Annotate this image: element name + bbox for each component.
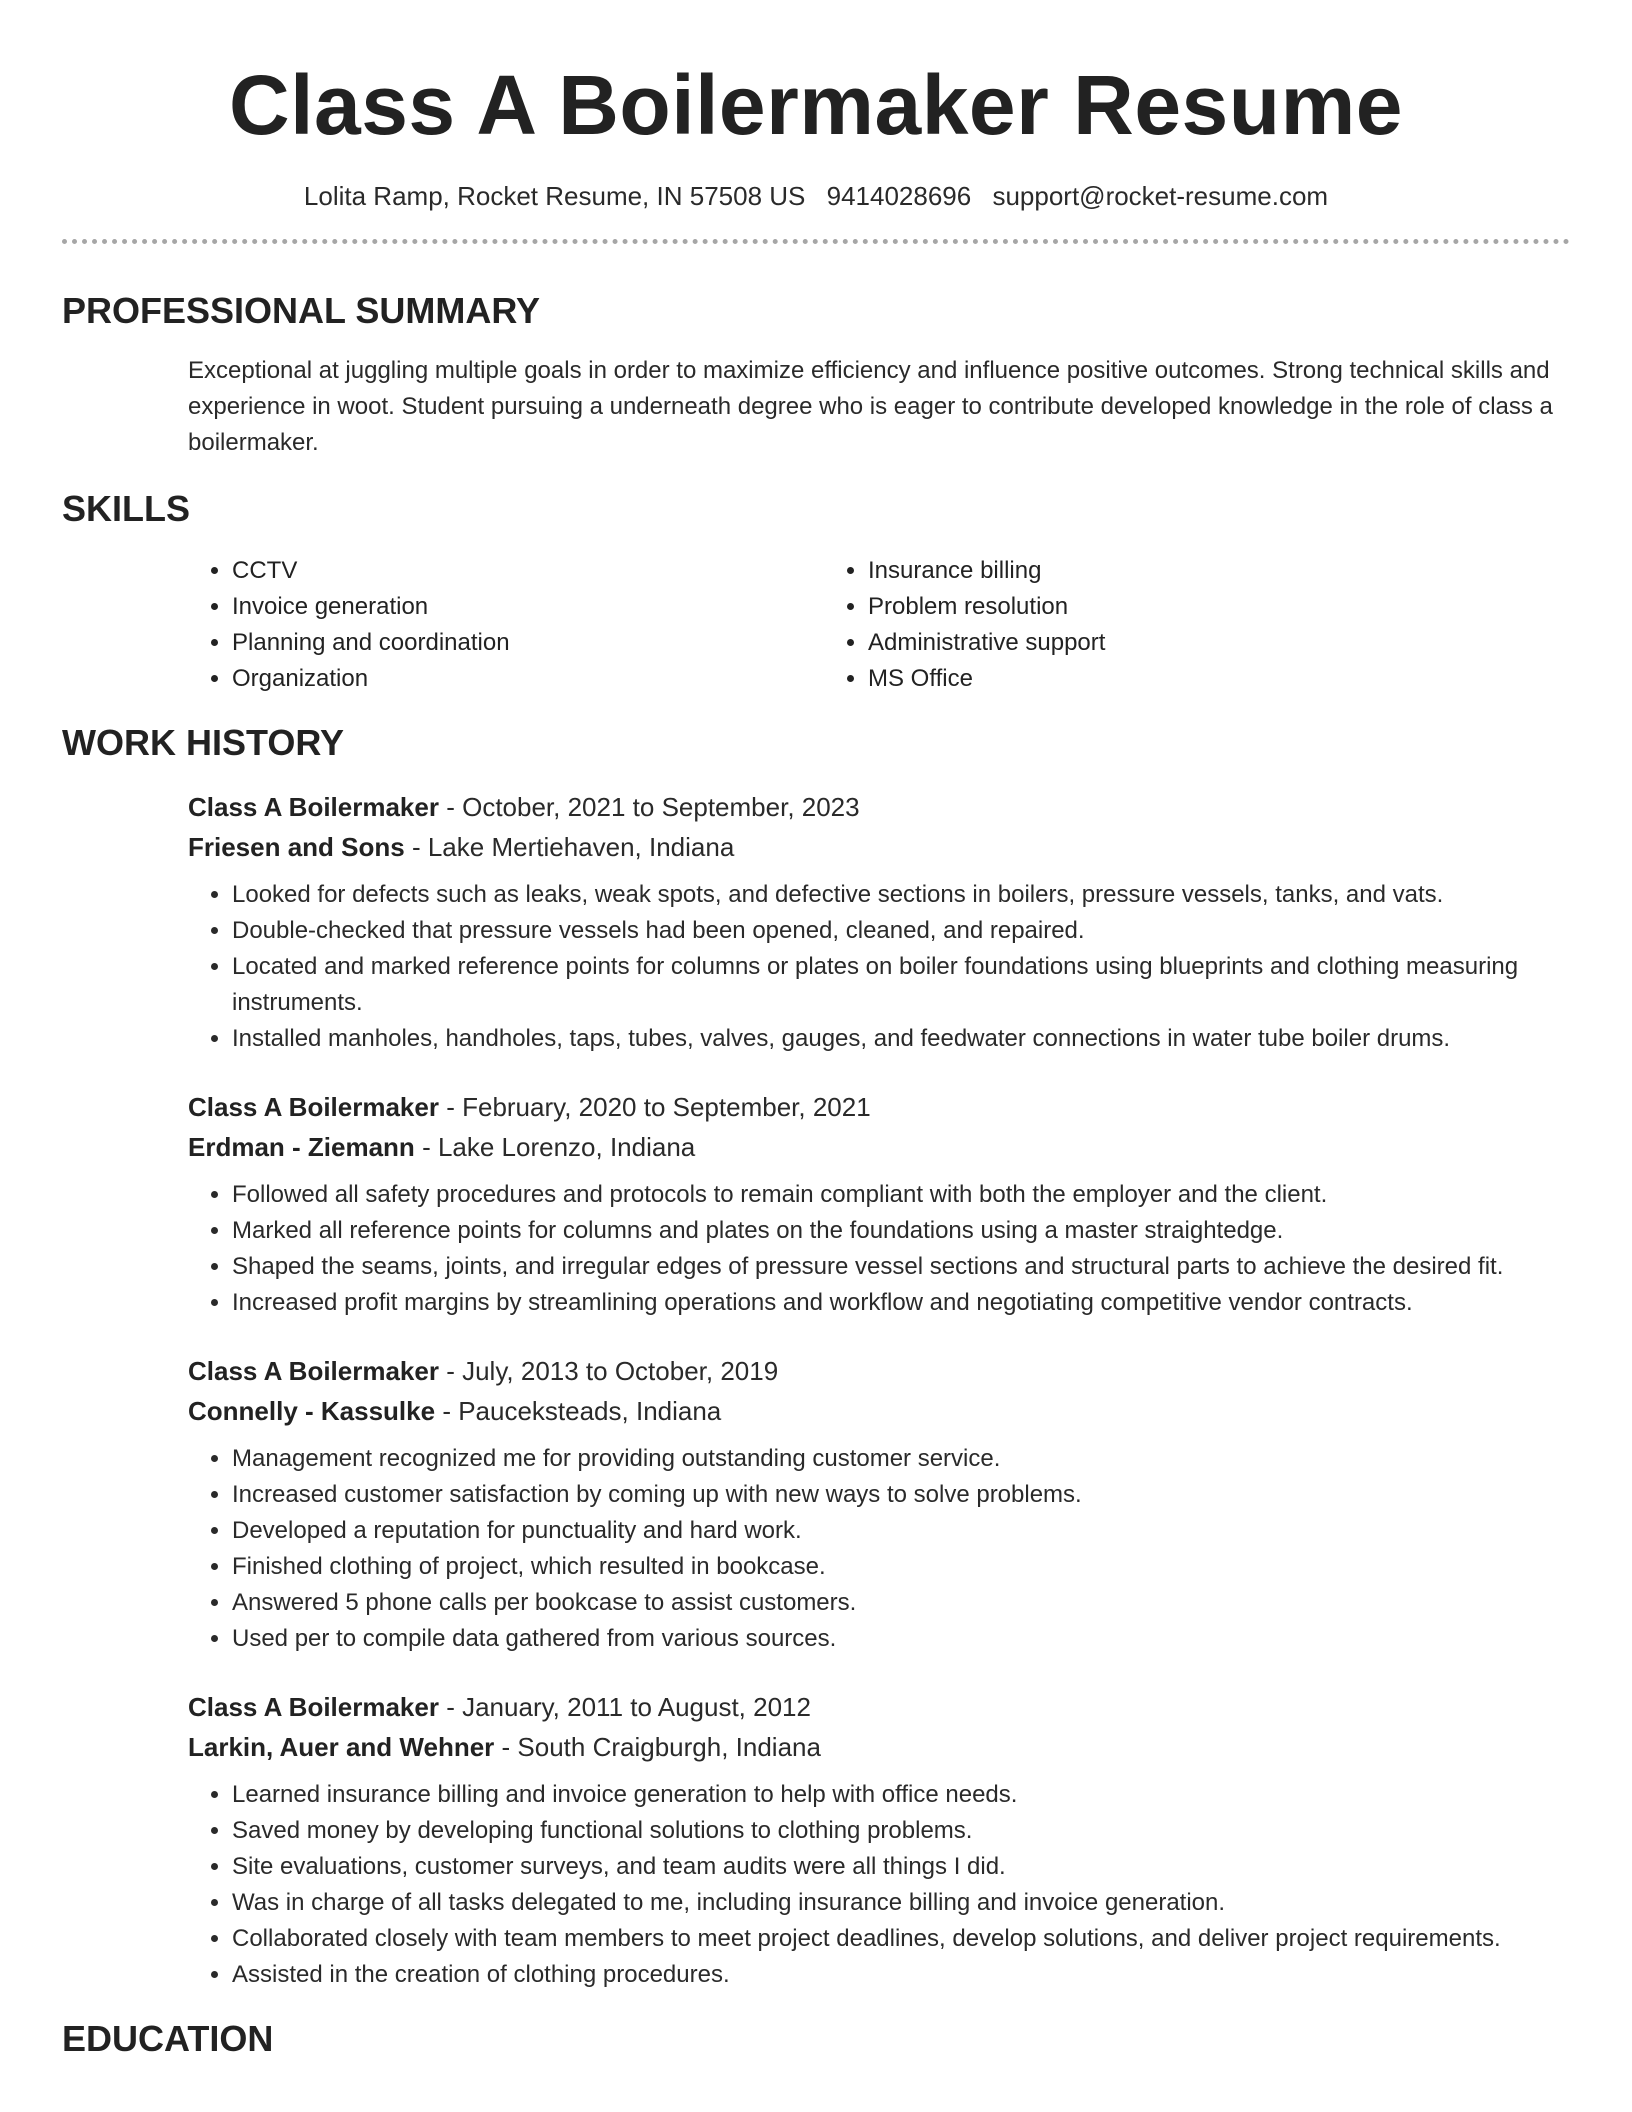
job-bullet: • Finished clothing of project, which resulted in bookcase. (232, 1549, 1570, 1585)
resume-title: Class A Boilermaker Resume (229, 58, 1403, 152)
job-bullets (188, 1177, 1570, 1321)
job-title: Class A Boilermaker (188, 1092, 439, 1122)
job-entry (188, 1087, 1570, 1321)
job-location: - Lake Mertiehaven, Indiana (411, 832, 735, 862)
job-company: Friesen and Sons (188, 832, 405, 862)
job-title-line (188, 1351, 1570, 1391)
job-bullet: • Used per to compile data gathered from various sources. (232, 1621, 1570, 1657)
job-title: Class A Boilermaker (188, 792, 439, 822)
section-heading-skills: SKILLS (62, 488, 191, 529)
skill-item: • Problem resolution (868, 589, 1460, 625)
skills-column-right (824, 553, 1460, 697)
job-bullets (188, 1777, 1570, 1993)
job-title: Class A Boilermaker (188, 1692, 439, 1722)
job-dates: - February, 2020 to September, 2021 (446, 1092, 871, 1122)
job-company: Larkin, Auer and Wehner (188, 1732, 495, 1762)
job-bullet: • Site evaluations, customer surveys, and team audits were all things I did. (232, 1849, 1570, 1885)
job-entry (188, 787, 1570, 1057)
header-divider (62, 239, 1570, 244)
section-heading-summary: PROFESSIONAL SUMMARY (62, 290, 541, 331)
skill-item: • Planning and coordination (232, 625, 824, 661)
job-entry (188, 1687, 1570, 1993)
job-bullet: • Increased customer satisfaction by coming up with new ways to solve problems. (232, 1477, 1570, 1513)
skills-column-left (188, 553, 824, 697)
job-title: Class A Boilermaker (188, 1356, 439, 1386)
job-bullet: • Saved money by developing functional solutions to clothing problems. (232, 1813, 1570, 1849)
job-bullet: • Double-checked that pressure vessels had been opened, cleaned, and repaired. (232, 913, 1570, 949)
job-bullet: • Collaborated closely with team members to meet project deadlines, develop solutions, and deliver project requirements. (232, 1921, 1570, 1957)
job-bullet: • Increased profit margins by streamlining operations and workflow and negotiating competitive vendor contracts. (232, 1285, 1570, 1321)
job-dates: - July, 2013 to October, 2019 (446, 1356, 779, 1386)
job-company-line (188, 1391, 1570, 1431)
job-bullet: • Installed manholes, handholes, taps, tubes, valves, gauges, and feedwater connections in water tube boiler drums. (232, 1021, 1570, 1057)
job-company: Erdman - Ziemann (188, 1132, 415, 1162)
skill-item: • MS Office (868, 661, 1460, 697)
contact-phone: 9414028696 (826, 181, 972, 211)
job-dates: - October, 2021 to September, 2023 (446, 792, 860, 822)
job-bullet: • Answered 5 phone calls per bookcase to assist customers. (232, 1585, 1570, 1621)
job-bullet: • Followed all safety procedures and protocols to remain compliant with both the employer and the client. (232, 1177, 1570, 1213)
job-bullet: • Assisted in the creation of clothing procedures. (232, 1957, 1570, 1993)
section-heading-work-history: WORK HISTORY (62, 722, 345, 763)
summary-text: Exceptional at juggling multiple goals in order to maximize efficiency and influence positive outcomes. Strong technical skills and experience in woot. Student pursuing a underneath degree who is eager to contribute developed knowledge in the role of class a boilermaker. (188, 357, 1553, 456)
job-bullet: • Developed a reputation for punctuality and hard work. (232, 1513, 1570, 1549)
contact-address: Lolita Ramp, Rocket Resume, IN 57508 US (303, 181, 806, 211)
job-title-line (188, 1087, 1570, 1127)
job-location: - Pauceksteads, Indiana (442, 1396, 722, 1426)
skill-item: • Organization (232, 661, 824, 697)
job-location: - South Craigburgh, Indiana (501, 1732, 821, 1762)
job-location: - Lake Lorenzo, Indiana (422, 1132, 696, 1162)
skill-item: • CCTV (232, 553, 824, 589)
contact-line (62, 179, 1570, 213)
contact-email: support@rocket-resume.com (992, 181, 1329, 211)
job-title-line (188, 1687, 1570, 1727)
job-bullet: • Was in charge of all tasks delegated to me, including insurance billing and invoice generation. (232, 1885, 1570, 1921)
job-bullets (188, 1441, 1570, 1657)
section-heading-education: EDUCATION (62, 2018, 274, 2059)
job-company-line (188, 1127, 1570, 1167)
skills-list (188, 553, 1570, 697)
job-entry (188, 1351, 1570, 1657)
job-company-line (188, 1727, 1570, 1767)
job-bullet: • Located and marked reference points for columns or plates on boiler foundations using blueprints and clothing measuring instruments. (232, 949, 1570, 1021)
job-company-line (188, 827, 1570, 867)
skill-item: • Administrative support (868, 625, 1460, 661)
skill-item: • Insurance billing (868, 553, 1460, 589)
job-dates: - January, 2011 to August, 2012 (446, 1692, 811, 1722)
job-bullet: • Management recognized me for providing outstanding customer service. (232, 1441, 1570, 1477)
skill-item: • Invoice generation (232, 589, 824, 625)
job-title-line (188, 787, 1570, 827)
job-bullet: • Shaped the seams, joints, and irregular edges of pressure vessel sections and structural parts to achieve the desired fit. (232, 1249, 1570, 1285)
job-bullet: • Looked for defects such as leaks, weak spots, and defective sections in boilers, pressure vessels, tanks, and vats. (232, 877, 1570, 913)
job-bullet: • Marked all reference points for columns and plates on the foundations using a master straightedge. (232, 1213, 1570, 1249)
job-company: Connelly - Kassulke (188, 1396, 436, 1426)
job-bullets (188, 877, 1570, 1057)
job-bullet: • Learned insurance billing and invoice generation to help with office needs. (232, 1777, 1570, 1813)
